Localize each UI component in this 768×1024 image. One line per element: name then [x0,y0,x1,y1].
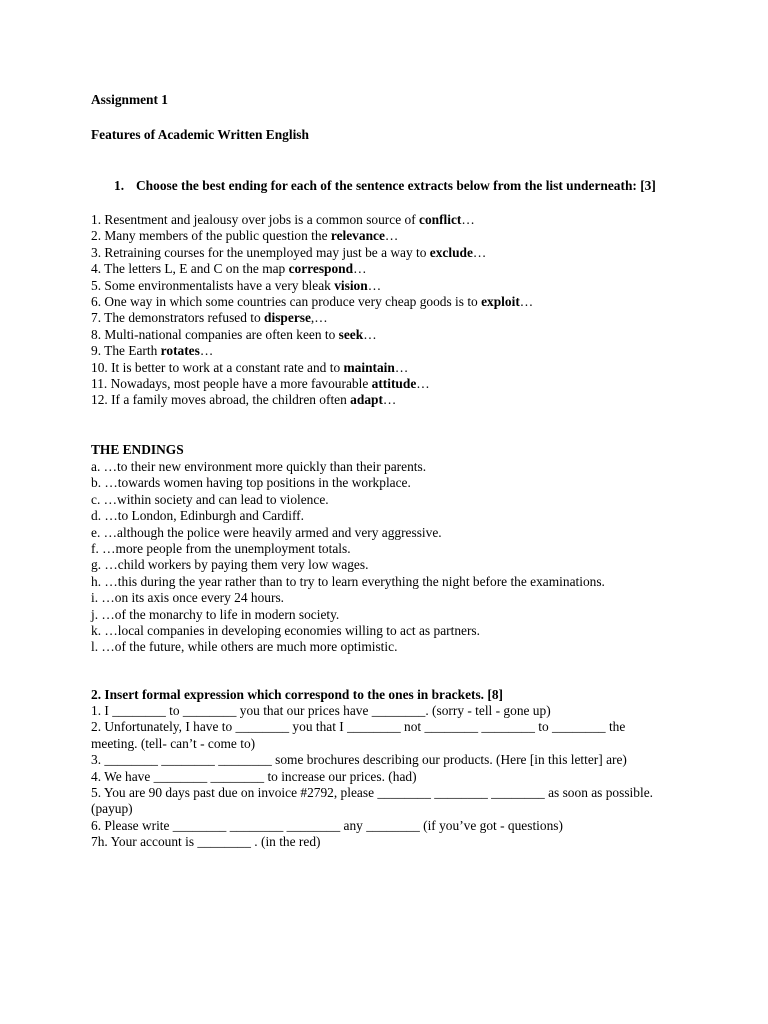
endings-list [91,459,691,656]
sentence-item: 12. If a family moves abroad, the children often adapt… [91,392,397,408]
sentence-item: 3. Retraining courses for the unemployed may just be a way to exclude… [91,244,487,260]
ending-item: b. …towards women having top positions in the workplace. [91,475,411,491]
question-1-text: Choose the best ending for each of the sentence extracts below from the list underneath: [3] [136,178,656,193]
sentence-list [91,212,691,409]
sentence-item: 10. It is better to work at a constant rate and to maintain… [91,359,409,375]
ending-item: f. …more people from the unemployment totals. [91,540,351,556]
question-2-item: 2. Unfortunately, I have to ________ you that I ________ not ________ ________ to ________ the meeting. (tell- can’t - come to) [91,719,626,751]
ending-item: a. …to their new environment more quickly than their parents. [91,459,427,474]
question-2-item: 7h. Your account is ________ . (in the red) [91,834,321,850]
question-2-list [91,703,691,851]
sentence-item: 8. Multi-national companies are often keen to seek… [91,326,377,342]
ending-item: e. …although the police were heavily armed and very aggressive. [91,524,442,540]
ending-item: i. …on its axis once every 24 hours. [91,590,285,606]
sentence-item: 4. The letters L, E and C on the map correspond… [91,261,367,277]
endings-title: THE ENDINGS [91,442,184,457]
sentence-item: 5. Some environmentalists have a very bleak vision… [91,277,382,293]
question-2-item: 4. We have ________ ________ to increase our prices. (had) [91,768,417,784]
question-2-item: 6. Please write ________ ________ ________ any ________ (if you’ve got - questions) [91,817,563,833]
ending-item: k. …local companies in developing economies willing to act as partners. [91,622,480,638]
question-1-heading [114,178,656,194]
question-2-item: 1. I ________ to ________ you that our prices have ________. (sorry - tell - gone up) [91,703,551,718]
section-title: Features of Academic Written English [91,127,309,142]
sentence-item: 7. The demonstrators refused to disperse,… [91,310,328,326]
assignment-title: Assignment 1 [91,92,169,107]
ending-item: c. …within society and can lead to violence. [91,491,329,507]
sentence-item: 1. Resentment and jealousy over jobs is a common source of conflict… [91,212,475,227]
sentence-item: 9. The Earth rotates… [91,343,214,359]
sentence-item: 11. Nowadays, most people have a more favourable attitude… [91,375,430,391]
ending-item: j. …of the monarchy to life in modern society. [91,606,340,622]
ending-item: d. …to London, Edinburgh and Cardiff. [91,508,304,524]
ending-item: h. …this during the year rather than to try to learn everything the night before the examinations. [91,573,605,589]
sentence-item: 6. One way in which some countries can produce very cheap goods is to exploit… [91,293,534,309]
question-1-number: 1. [114,178,125,193]
question-2-item: 3. ________ ________ ________ some brochures describing our products. (Here [in this letter] are) [91,752,627,768]
ending-item: l. …of the future, while others are much more optimistic. [91,639,398,655]
question-2-heading: 2. Insert formal expression which correspond to the ones in brackets. [8] [91,687,503,702]
question-2-item: 5. You are 90 days past due on invoice #2792, please ________ ________ ________ as soon as possible. (payup) [91,785,653,817]
sentence-item: 2. Many members of the public question the relevance… [91,228,399,244]
ending-item: g. …child workers by paying them very low wages. [91,557,369,573]
